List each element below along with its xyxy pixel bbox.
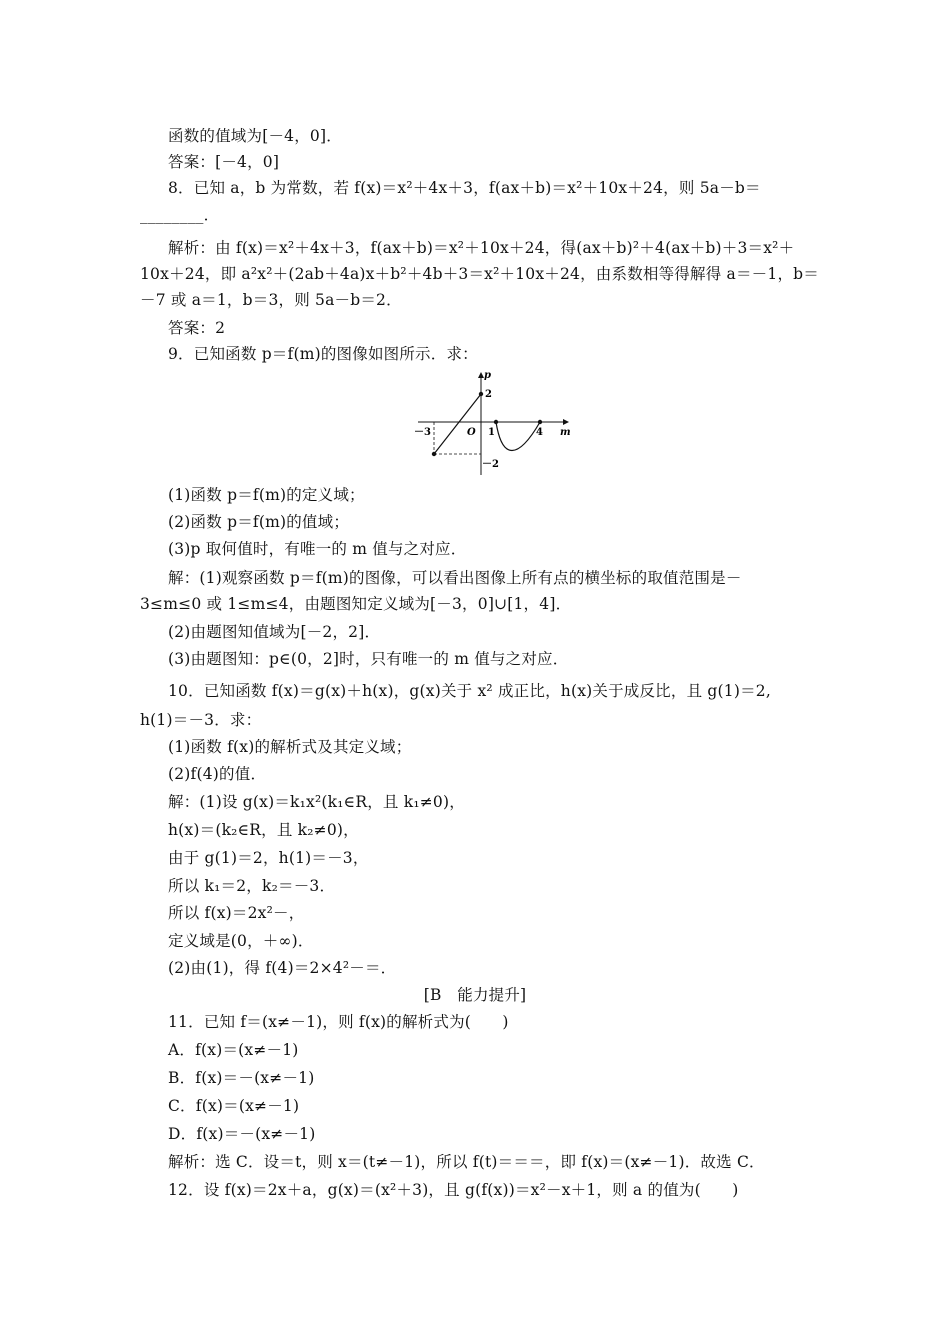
answer-blank: ________．: [140, 206, 220, 224]
point: [432, 452, 436, 456]
function-graph-figure: [410, 365, 580, 480]
text-line: 答案：[－4，0]: [168, 153, 280, 171]
tick-label: －3: [414, 427, 431, 438]
text-line: 3≤m≤0 或 1≤m≤4，由题图知定义域为[－3，0]∪[1，4]．: [140, 595, 572, 613]
text-line: (2)函数 p＝f(m)的值域；: [168, 513, 350, 531]
section-heading: [B 能力提升]: [423, 986, 527, 1004]
text-line: h(x)＝(k₂∈R，且 k₂≠0)，: [168, 821, 359, 839]
tick-label: 1: [488, 427, 495, 438]
text-line: 答案：2: [168, 319, 226, 337]
text-line: －7 或 a＝1，b＝3，则 5a－b＝2．: [140, 291, 402, 309]
text-line: 所以 k₁＝2，k₂＝－3．: [168, 877, 336, 895]
choice-b: B．f(x)＝－(x≠－1): [168, 1069, 315, 1087]
choice-d: D．f(x)＝－(x≠－1): [168, 1125, 316, 1143]
axis-label-m: m: [560, 427, 571, 438]
origin-label: O: [467, 427, 476, 438]
text-line: 函数的值域为[－4，0]．: [168, 127, 342, 145]
text-line: 解析：由 f(x)＝x²＋4x＋3，f(ax＋b)＝x²＋10x＋24，得(ax＋b)²＋4(ax＋b)＋3＝x²＋: [168, 239, 795, 257]
point: [479, 392, 483, 396]
text-line: (2)由题图知值域为[－2，2]．: [168, 623, 381, 641]
text-line: (2)由(1)，得 f(4)＝2×4²－＝．: [168, 959, 397, 977]
text-line: 定义域是(0，＋∞)．: [168, 932, 314, 950]
text-line: 由于 g(1)＝2，h(1)＝－3，: [168, 849, 369, 867]
choice-a: A．f(x)＝(x≠－1): [168, 1041, 299, 1059]
tick-label: 4: [536, 427, 543, 438]
text-line: (3)p 取何值时，有唯一的 m 值与之对应．: [168, 540, 467, 558]
question-10: 10．已知函数 f(x)＝g(x)＋h(x)，g(x)关于 x² 成正比，h(x)关于成反比，且 g(1)＝2,: [168, 682, 771, 700]
text-line: (1)函数 f(x)的解析式及其定义域；: [168, 738, 412, 756]
text-line: 解：(1)观察函数 p＝f(m)的图像，可以看出图像上所有点的横坐标的取值范围是－: [168, 569, 742, 587]
point: [494, 420, 498, 424]
question-11: 11．已知 f＝(x≠－1)，则 f(x)的解析式为( ): [168, 1013, 509, 1031]
tick-label: －2: [482, 459, 499, 470]
text-line: h(1)＝－3．求：: [140, 711, 262, 729]
parabola-curve: [496, 422, 540, 451]
question-12: 12．设 f(x)＝2x＋a，g(x)＝(x²＋3)，且 g(f(x))＝x²－x＋1，则 a 的值为( ): [168, 1181, 739, 1199]
text-line: 解：(1)设 g(x)＝k₁x²(k₁∈R，且 k₁≠0)，: [168, 793, 465, 811]
axis-label-p: p: [484, 370, 491, 381]
text-line: (1)函数 p＝f(m)的定义域；: [168, 486, 365, 504]
question-8: 8．已知 a，b 为常数，若 f(x)＝x²＋4x＋3，f(ax＋b)＝x²＋10x＋24，则 5a－b＝: [168, 179, 761, 197]
text-line: 解析：选 C．设＝t，则 x＝(t≠－1)，所以 f(t)＝＝＝，即 f(x)＝(x≠－1)．故选 C．: [168, 1153, 765, 1171]
text-line: (3)由题图知：p∈(0，2]时，只有唯一的 m 值与之对应．: [168, 650, 569, 668]
choice-c: C．f(x)＝(x≠－1): [168, 1097, 300, 1115]
point: [538, 420, 542, 424]
line-segment: [434, 394, 481, 454]
question-9: 9．已知函数 p＝f(m)的图像如图所示．求：: [168, 345, 478, 363]
text-line: (2)f(4)的值．: [168, 765, 267, 783]
text-line: 10x＋24，即 a²x²＋(2ab＋4a)x＋b²＋4b＋3＝x²＋10x＋24，由系数相等得解得 a＝－1，b＝: [140, 265, 819, 283]
text-line: 所以 f(x)＝2x²－，: [168, 904, 305, 922]
tick-label: 2: [485, 389, 492, 400]
